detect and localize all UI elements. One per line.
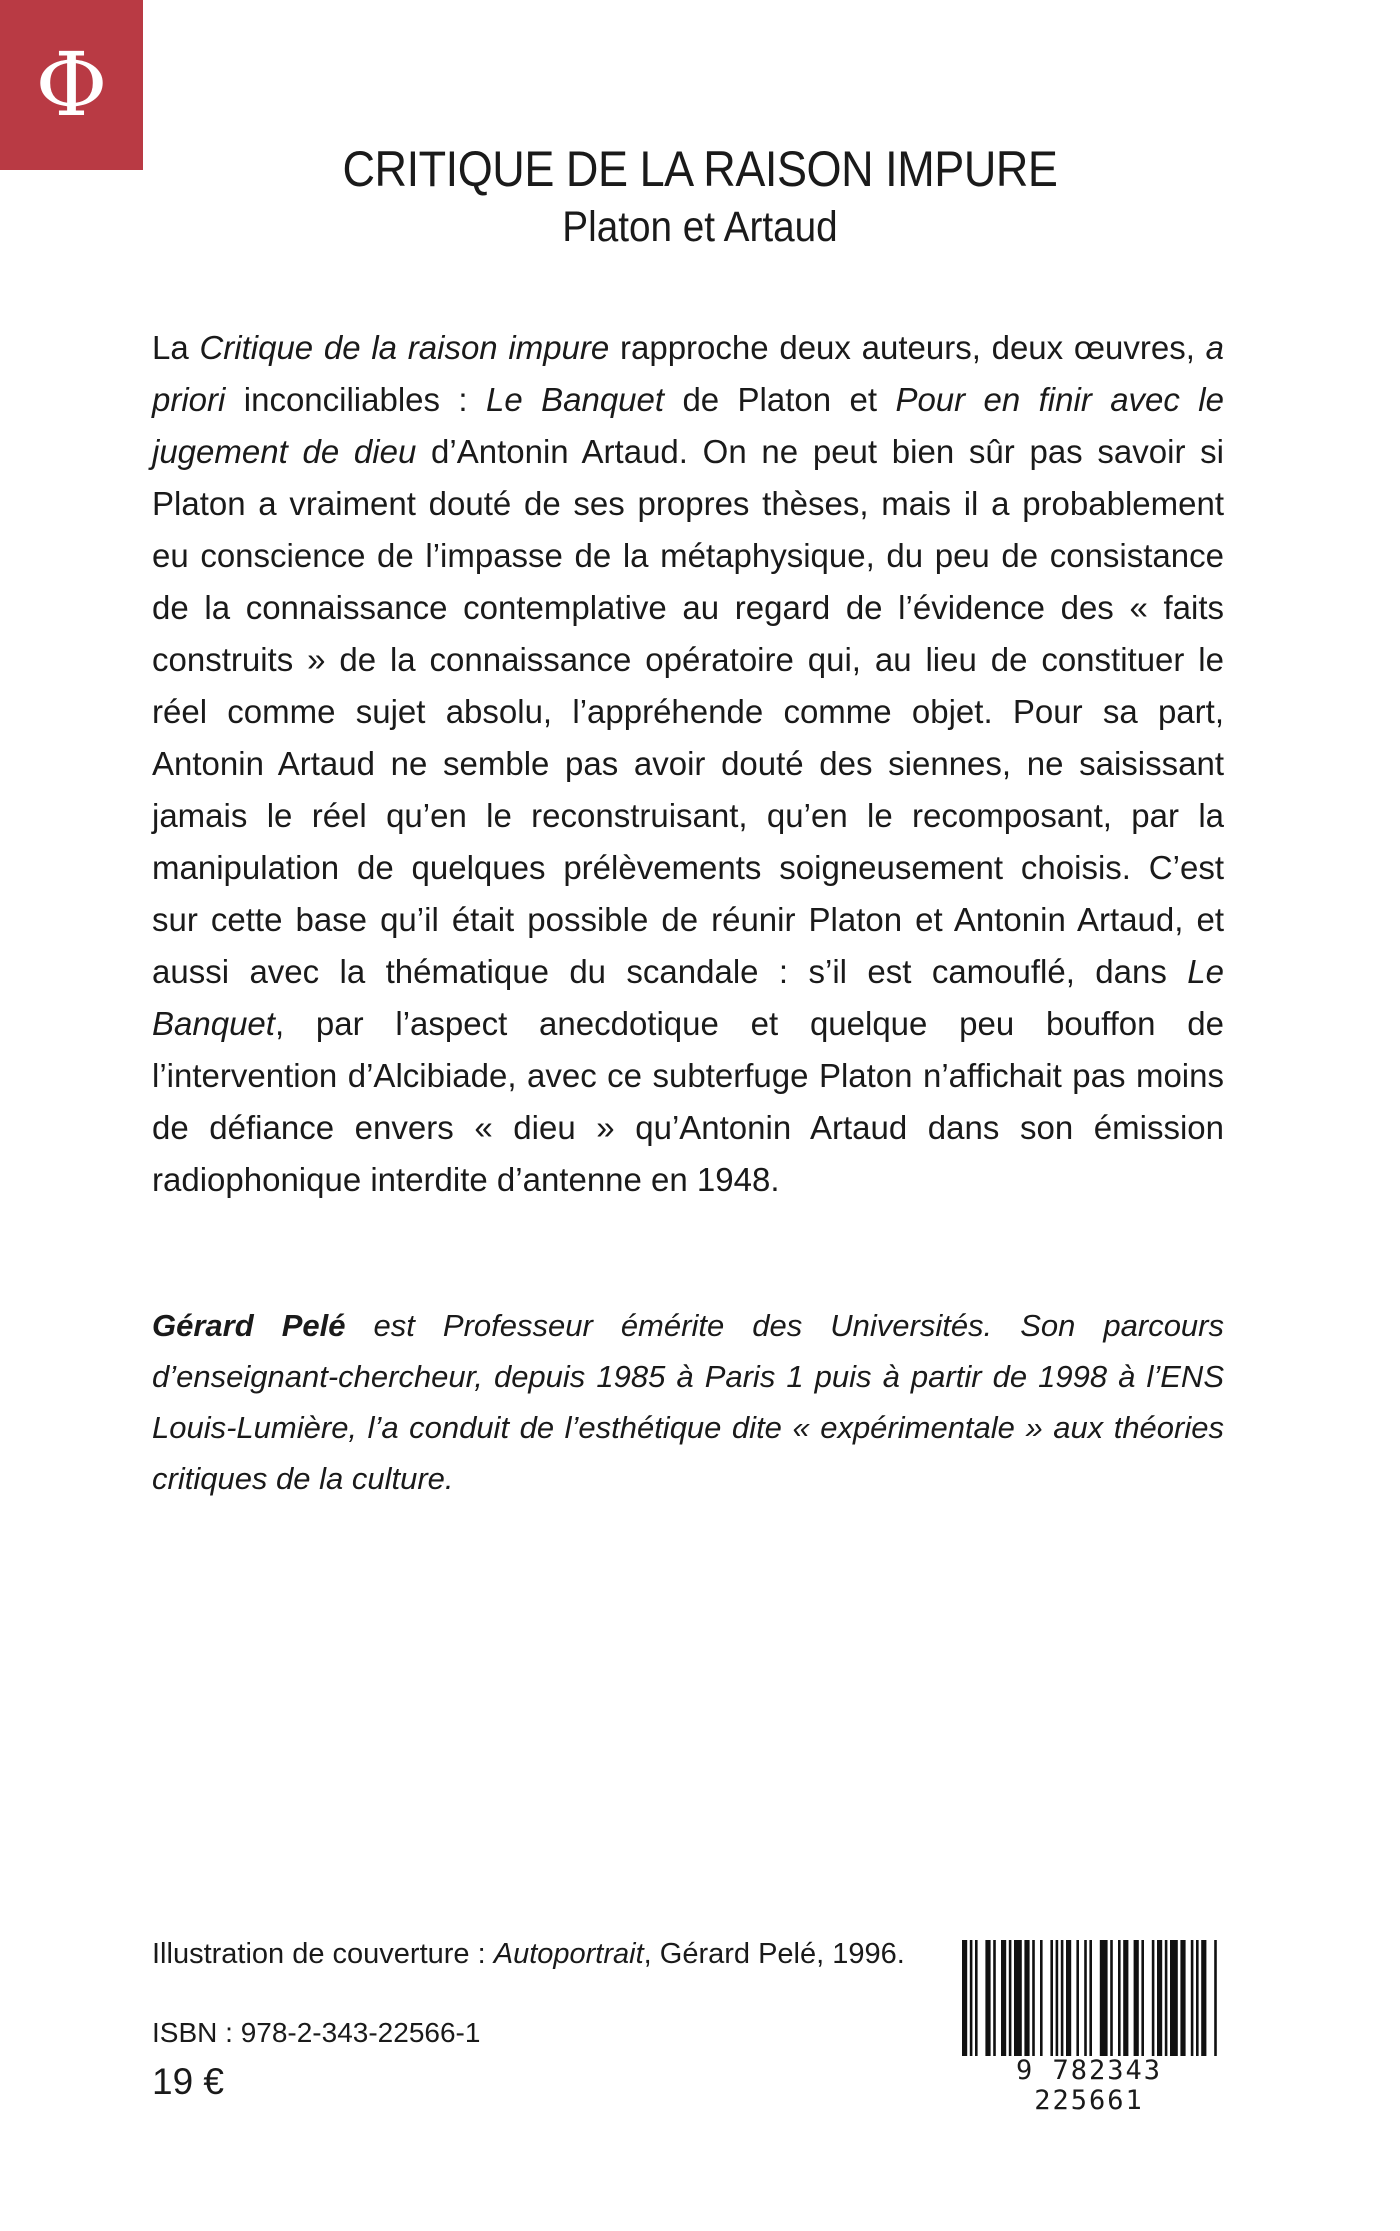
- summary-italic-phrase: a priori: [152, 329, 1225, 418]
- summary-text: rapproche deux auteurs, deux œuvres,: [609, 329, 1206, 366]
- author-bio: [152, 1300, 1224, 1504]
- credit-label: Illustration de couverture :: [152, 1938, 494, 1970]
- summary-italic-title: Pour en finir avec le jugement de dieu: [152, 381, 1224, 470]
- credit-work: Autoportrait: [493, 1938, 644, 1970]
- summary-italic-title: Le Banquet: [486, 381, 665, 418]
- summary-text: inconciliables :: [225, 381, 486, 418]
- isbn: ISBN : 978-2-343-22566-1: [152, 2017, 481, 2048]
- book-subtitle: Platon et Artaud: [562, 203, 838, 251]
- barcode-digits: 9 782343 225661: [958, 2056, 1220, 2116]
- summary-text: d’Antonin Artaud. On ne peut bien sûr pas savoir si Platon a vraiment douté de ses propres thèses, mais il a probablement eu conscience de l’impasse de la métaphysique, du peu de consistance de la connaissance contemplative au regard de l’évidence des « faits construits » de la connaissance opératoire qui, au lieu de constituer le réel comme sujet absolu, l’appréhende comme objet. Pour sa part, Antonin Artaud ne semble pas avoir douté des siennes, ne saisissant jamais le réel qu’en le reconstruisant, qu’en le recomposant, par la manipulation de quelques prélèvements soigneusement choisis. C’est sur cette base qu’il était possible de réunir Platon et Antonin Artaud, et aussi avec la thématique du scandale : s’il est camouflé, dans: [152, 433, 1224, 990]
- summary-text: de Platon et: [664, 381, 896, 418]
- summary-text: La: [152, 329, 200, 366]
- bio-text: est Professeur émérite des Universités. Son parcours d’enseignant-chercheur, depuis 1985 à Paris 1 puis à partir de 1998 à l’ENS Louis-Lumière, l’a conduit de l’esthétique dite « expérimentale » aux théories critiques de la culture.: [152, 1308, 1225, 1496]
- phi-logo-icon: Φ: [35, 33, 108, 136]
- book-title: CRITIQUE DE LA RAISON IMPURE: [342, 141, 1058, 197]
- cover-credit: [152, 1938, 905, 1971]
- book-summary: [152, 322, 1224, 1206]
- summary-italic-title: Critique de la raison impure: [199, 329, 610, 366]
- summary-text: , par l’aspect anecdotique et quelque peu bouffon de l’intervention d’Alcibiade, avec ce subterfuge Platon n’affichait pas moins de défiance envers « dieu » qu’Antonin Artaud dans son émission radiophonique interdite d’antenne en 1948.: [152, 1005, 1224, 1198]
- bio-paragraph: [152, 1300, 1224, 1504]
- barcode-icon: [958, 1940, 1220, 2116]
- author-name: Gérard Pelé: [152, 1308, 346, 1343]
- credit-rest: , Gérard Pelé, 1996.: [643, 1938, 905, 1970]
- price: 19 €: [152, 2061, 225, 2102]
- summary-paragraph: [152, 322, 1224, 1206]
- summary-italic-title: Le Banquet: [152, 953, 1224, 1042]
